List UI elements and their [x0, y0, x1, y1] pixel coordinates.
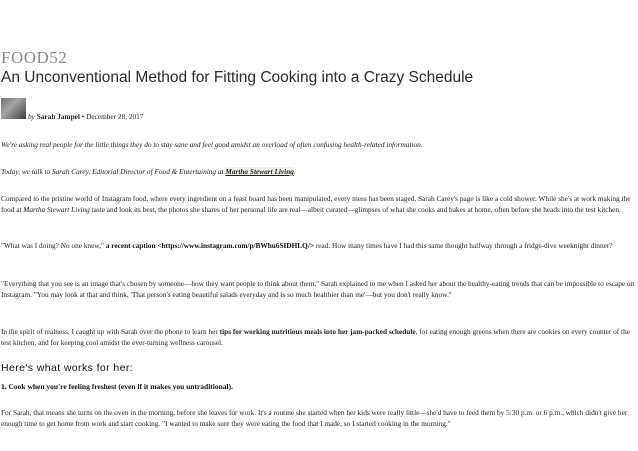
author-avatar	[1, 98, 26, 119]
paragraph-1	[1, 193, 635, 215]
author-name[interactable]: Sarah Jampel	[36, 112, 80, 121]
paragraph-1-publication: Martha Stewart Living	[23, 205, 90, 214]
paragraph-2-b: read. How many times have I had this same thought halfway through a fridge-dive weeknight dinner?	[314, 241, 613, 250]
today-suffix: .	[293, 167, 296, 176]
paragraph-2-a: "What was I doing? No one knew,"	[1, 241, 106, 250]
paragraph-4-bold: tips for working nutritious meals into her jam-packed schedule	[219, 327, 416, 336]
byline	[28, 112, 143, 121]
publication-link[interactable]: Martha Stewart Living	[225, 167, 294, 176]
instagram-caption-link[interactable]: a recent caption <https://www.instagram.com/p/BWhu6SIDHLQ/>	[105, 241, 315, 250]
paragraph-4-a: In the spirit of realness, I caught up with Sarah over the phone to learn her	[1, 327, 220, 336]
paragraph-5: For Sarah, that means she turns on the oven in the morning, before she leaves for work. It's a routine she started when her kids were really little—she'd have to feed them by 5:30 p.m. or 6 p.m., which didn't give her enough time to get home from work and start cooking. "I wanted to make sure they were eating the food that I made, so I started cooking in the morning."	[1, 408, 628, 428]
article-title: An Unconventional Method for Fitting Cooking into a Crazy Schedule	[1, 69, 474, 86]
byline-separator: •	[79, 112, 87, 121]
paragraph-4-b: , for eating enough greens when there are cookies on every counter of the test kitchen, and for keeping cool amidst the ever-turning wellness carousel.	[1, 327, 630, 347]
paragraph-2	[1, 240, 635, 251]
section-heading: Here's what works for her:	[1, 362, 134, 374]
publish-date: December 28, 2017	[86, 112, 144, 121]
site-logo[interactable]: FOOD52	[1, 48, 68, 67]
intro-paragraph: We're asking real people for the little things they do to stay sane and feel good amidst an overload of often confusing health-related information.	[1, 140, 423, 149]
paragraph-1-a: Compared to the pristine world of Instagram food, where every ingredient on a feast board has been manipulated, every mess has been staged, Sarah Carey's page is like a cold shower. While she's at work making the food at	[1, 194, 631, 214]
paragraph-3: "Everything that you see is an image that's chosen by someone—how they want people to think about them," Sarah explained to me when I asked her about the healthy-eating trends that can be impossible to escape on Instagram. "You may look at that and think, 'That person's eating beautiful salads everyday and is so much healthier than me'—but you don't really know."	[1, 279, 635, 299]
today-paragraph	[1, 166, 635, 177]
tip-1-heading: 1. Cook when you're feeling freshest (even if it makes you untraditional).	[1, 382, 234, 391]
today-prefix: Today, we talk to Sarah Carey, Editorial Director of Food & Entertaining at	[1, 167, 226, 176]
paragraph-1-b: taste and look its best, the photos she shares of her personal life are real—albeit curated—glimpses of what she cooks and bakes at home, often before she heads into the test kitchen.	[89, 205, 621, 214]
byline-by: by	[28, 112, 35, 121]
paragraph-4	[1, 326, 635, 348]
